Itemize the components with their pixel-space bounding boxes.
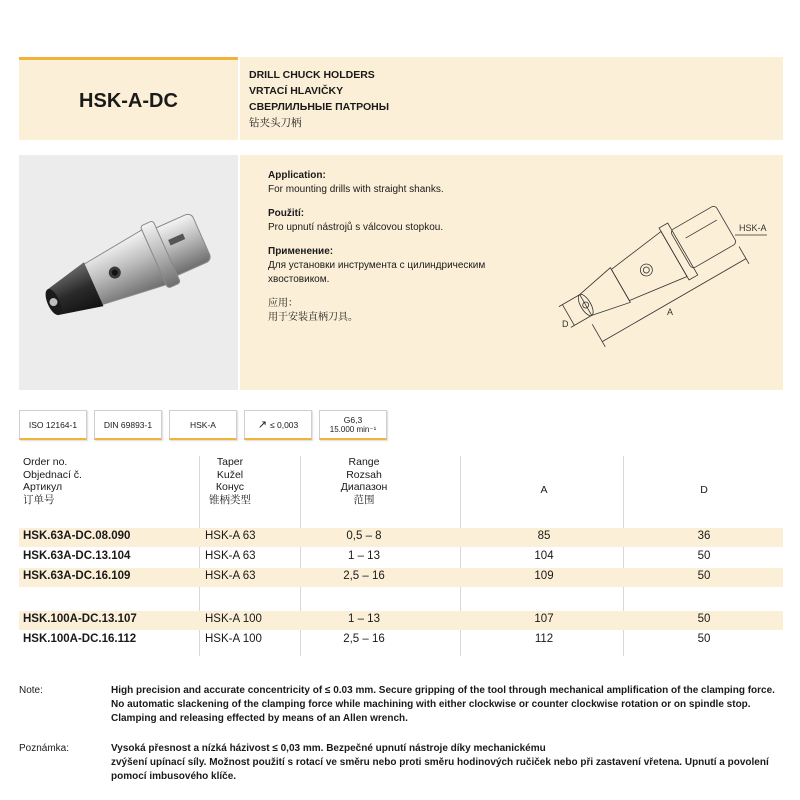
product-photo [19, 155, 238, 390]
badge-runout: ↗ ≤ 0,003 [244, 410, 312, 440]
note-text-en: High precision and accurate concentricity of ≤ 0.03 mm. Secure gripping of the tool through mechanical amplification of the clamping force. No automatic slackening of the clamping force while machining with either clockwise or counter clockwise rotation or on spindle stop. Clamping and releasing effected by means of an Allen wrench. [111, 685, 775, 724]
badge-balance: G6,3 15.000 min⁻¹ [319, 410, 387, 440]
drawing-label-hsk: HSK-A [739, 223, 767, 233]
table-row: HSK.100A-DC.16.112 HSK-A 100 2,5 – 16 112 50 [23, 633, 711, 645]
header-taper: Taper Kužel Конус 锥柄类型 [209, 456, 251, 506]
note-label-en: Note: [19, 685, 43, 696]
application-text [268, 169, 528, 325]
drawing-label-a: A [667, 307, 674, 317]
application-text-cn: 用于安装直柄刀具。 [268, 312, 358, 323]
application-heading-cz: Použití: [268, 208, 305, 219]
application-heading-cn: 应用： [268, 298, 298, 309]
title-cz: VRTACÍ HLAVIČKY [249, 85, 344, 97]
badge-iso: ISO 12164-1 [19, 410, 87, 440]
note-cz [19, 742, 783, 788]
note-text-cz: Vysoká přesnost a nízká házivost ≤ 0,03 mm. Bezpečné upnutí nástroje díky mechanickému zvýšení upínací síly. Možnost použití s rotací ve směru nebo proti směru hodinových ručiček nebo při zastavení vřetena. Upnutí a povolení pomocí imbusového klíče. [111, 743, 769, 782]
header-range: Range Rozsah Диапазон 范围 [340, 456, 388, 506]
title-ru: СВЕРЛИЛЬНЫЕ ПАТРОНЫ [249, 101, 390, 113]
application-text-ru: Для установки инструмента с цилиндрическим хвостовиком. [268, 260, 486, 285]
header-d: D [700, 484, 708, 496]
application-heading-ru: Применение: [268, 246, 334, 257]
application-heading-en: Application: [268, 170, 326, 181]
header-order: Order no. Objednací č. Артикул 订单号 [23, 456, 82, 506]
product-code-panel [19, 57, 238, 140]
table-row: HSK.63A-DC.13.104 HSK-A 63 1 – 13 104 50 [23, 550, 711, 562]
header-a: A [540, 484, 548, 496]
drawing-label-d: D [562, 319, 569, 329]
title-panel [240, 57, 783, 140]
technical-drawing [535, 165, 780, 380]
note-en [19, 684, 783, 728]
drill-chuck-photo [19, 155, 238, 390]
badge-hsk: HSK-A [169, 410, 237, 440]
application-text-cz: Pro upnutí nástrojů s válcovou stopkou. [268, 222, 444, 233]
table-row: HSK.63A-DC.08.090 HSK-A 63 0,5 – 8 85 36 [19, 528, 783, 547]
accent-bar [19, 57, 238, 60]
product-code: HSK-A-DC [79, 90, 178, 112]
application-panel [240, 155, 783, 390]
arrow-icon: ↗ [257, 419, 267, 431]
title-cn: 钻夹头刀柄 [249, 117, 302, 129]
badge-din: DIN 69893-1 [94, 410, 162, 440]
table-row: HSK.100A-DC.13.107 HSK-A 100 1 – 13 107 50 [19, 611, 783, 630]
application-text-en: For mounting drills with straight shanks. [268, 184, 444, 195]
table-row: HSK.63A-DC.16.109 HSK-A 63 2,5 – 16 109 50 [19, 568, 783, 587]
note-label-cz: Poznámka: [19, 743, 70, 754]
title-en: DRILL CHUCK HOLDERS [249, 69, 375, 81]
